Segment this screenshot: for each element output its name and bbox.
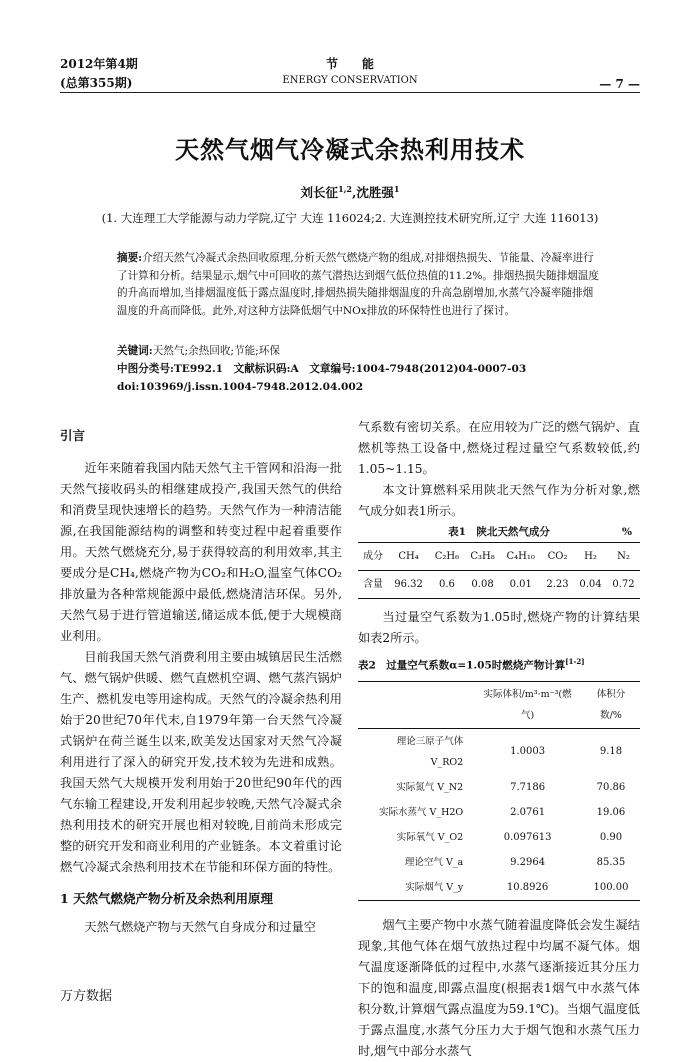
keywords-label: 关键词: xyxy=(117,345,153,357)
abstract-text: 介绍天然气冷凝式余热回收原理,分析天然气燃烧产物的组成,对排烟热损失、节能量、冷凝率进行了计算和分析。结果显示,烟气中可回收的蒸气潜热达到烟气低位热值的11.2%。排烟热损失随排烟温度的升高而增加,当排烟温度低于露点温度时,排烟热损失随排烟温度的升高急剧增加,水蒸气冷凝率随排烟温度的升高而降低。此外,对这种方法降低烟气中NOx排放的环保特性也进行了探讨。 xyxy=(117,252,599,317)
abstract-block xyxy=(117,250,601,320)
table-2 xyxy=(358,681,640,901)
table-row xyxy=(358,728,640,775)
table-cell: C₄H₁₀ xyxy=(506,551,535,562)
total-issue-label: (总第355期) xyxy=(60,76,133,90)
table-cell: 100.00 xyxy=(593,881,629,893)
table-cell: 10.8926 xyxy=(506,881,549,893)
table-row xyxy=(358,875,640,901)
table-cell: C₂H₆ xyxy=(434,551,460,562)
abstract-label: 摘要: xyxy=(117,252,143,264)
table-cell: 96.32 xyxy=(394,579,423,590)
paragraph: 当过量空气系数为1.05时,燃烧产物的计算结果如表2所示。 xyxy=(358,610,640,645)
table-cell: 实际烟气 V_y xyxy=(405,881,464,893)
author-2-sup: 1 xyxy=(393,183,400,194)
table-cell: 理论空气 V_a xyxy=(404,856,464,868)
header-rule xyxy=(60,92,640,93)
keywords-text: 天然气;余热回收;节能;环保 xyxy=(152,345,280,357)
table-cell: 0.72 xyxy=(612,579,635,590)
author-1: 刘长征 xyxy=(300,185,339,200)
watermark: 万方数据 xyxy=(60,989,113,1004)
table-cell: 0.08 xyxy=(471,579,494,590)
table-1-caption: 表1 陕北天然气成分 xyxy=(448,526,550,538)
table-2-col-volume: 实际体积/m³·m⁻³(燃气) xyxy=(483,688,572,721)
table-cell: 7.7186 xyxy=(510,781,546,793)
table-row xyxy=(358,825,640,850)
table-cell: 0.097613 xyxy=(503,831,552,843)
table-cell: 70.86 xyxy=(596,781,626,793)
table-2-caption: 表2 过量空气系数α=1.05时燃烧产物计算 xyxy=(358,659,566,672)
left-column xyxy=(60,417,342,938)
table-cell: 9.18 xyxy=(599,746,623,757)
classification-line: 中图分类号:TE992.1 文献标识码:A 文章编号:1004-7948(2012)04-0007-03 xyxy=(117,363,527,375)
paragraph: 烟气主要产物中水蒸气随着温度降低会发生凝结现象,其他气体在烟气放热过程中均属不凝气体。烟气温度逐渐降低的过程中,水蒸气逐渐接近其分压力下的饱和温度,即露点温度(根据表1烟气中水蒸气体积分数,计算烟气露点温度为59.1℃)。当烟气温度低于露点温度,水蒸气分压力大于烟气饱和水蒸气压力时,烟气中部分水蒸气 xyxy=(358,917,640,1058)
table-cell: 成分 xyxy=(363,551,384,562)
author-2: 沈胜强 xyxy=(356,185,394,200)
table-cell: 2.23 xyxy=(546,579,569,590)
table-cell: 实际水蒸气 V_H2O xyxy=(378,806,464,818)
table-row xyxy=(358,850,640,875)
page-number: — 7 — xyxy=(599,77,640,91)
table-cell: 含量 xyxy=(363,579,384,590)
table-2-col-fraction: 体积分数/% xyxy=(596,688,626,721)
table-1-data-row xyxy=(358,571,640,599)
paragraph: 天然气燃烧产物与天然气自身成分和过量空 xyxy=(84,920,316,934)
table-cell: CH₄ xyxy=(398,551,419,562)
paragraph: 近年来随着我国内陆天然气主干管网和沿海一批天然气接收码头的相继建成投产,我国天然气的供给和消费呈现快速增长的趋势。天然气作为一种清洁能源,在我国能源结构的调整和转变过程中起着重要作用。天然气燃烧充分,易于获得较高的利用效率,其主要成分是CH₄,燃烧产物为CO₂和H₂O,温室气体CO₂排放量为各种常规能源中最低,燃烧清洁环保。另外,天然气易于进行管道输送,储运成本低,便于大规模商业利用。 xyxy=(60,461,342,643)
intro-heading: 引言 xyxy=(60,428,86,443)
issue-label: 2012年第4期 xyxy=(60,57,138,71)
table-1 xyxy=(358,542,640,599)
table-cell: 19.06 xyxy=(596,806,626,818)
section-1-heading: 1 天然气燃烧产物分析及余热利用原理 xyxy=(60,891,274,906)
table-cell: CO₂ xyxy=(547,551,568,562)
table-2-caption-row xyxy=(358,651,640,677)
affiliation: (1. 大连理工大学能源与动力学院,辽宁 大连 116024;2. 大连测控技术研究所,辽宁 大连 116013) xyxy=(101,211,599,225)
journal-name-cn: 节 能 xyxy=(325,57,374,71)
paragraph: 目前我国天然气消费利用主要由城镇居民生活燃气、燃气锅炉供暖、燃气直燃机空调、燃气蒸汽锅炉生产、燃机发电等用途构成。天然气的冷凝余热利用始于20世纪70年代末,自1979年第一台天然气冷凝式锅炉在荷兰诞生以来,欧美发达国家对天然气冷凝利用进行了深入的研究开发,技术较为先进和成熟。我国天然气大规模开发利用始于20世纪90年代的西气东输工程建设,开发利用起步较晚,天然气冷凝式余热利用技术的研究开展也相对较晚,目前尚未形成完整的研究开发和商业利用的产业链条。本文着重讨论燃气冷凝式余热利用技术在节能和环保方面的特性。 xyxy=(60,650,342,874)
right-column xyxy=(358,417,640,1062)
keywords-line xyxy=(117,343,601,361)
table-cell: 2.0761 xyxy=(510,806,546,818)
table-cell: 0.01 xyxy=(509,579,532,590)
table-2-header-row xyxy=(358,681,640,728)
table-cell: 85.35 xyxy=(596,856,626,868)
table-cell: H₂ xyxy=(584,551,597,562)
table-cell: 0.6 xyxy=(438,579,455,590)
paragraph: 气系数有密切关系。在应用较为广泛的燃气锅炉、直燃机等热工设备中,燃烧过程过量空气系数较低,约1.05~1.15。 xyxy=(358,420,640,476)
paragraph: 本文计算燃料采用陕北天然气作为分析对象,燃气成分如表1所示。 xyxy=(358,483,640,518)
article-title: 天然气烟气冷凝式余热利用技术 xyxy=(175,135,525,164)
author-line: 刘长征$^{1,2}$,沈胜强$^1$ xyxy=(300,183,400,200)
table-cell: 1.0003 xyxy=(510,746,546,757)
table-1-unit: % xyxy=(622,526,632,538)
table-cell: 实际氧气 V_O2 xyxy=(396,831,464,843)
table-1-header-row xyxy=(358,543,640,571)
table-cell: 0.90 xyxy=(599,831,623,843)
doi-line: doi:103969/j.issn.1004-7948.2012.04.002 xyxy=(117,381,364,393)
table-row xyxy=(358,775,640,800)
author-1-sup: 1,2 xyxy=(338,183,352,194)
table-row xyxy=(358,800,640,825)
table-cell: 理论三原子气体 V_RO2 xyxy=(396,735,464,768)
table-cell: N₂ xyxy=(617,551,630,562)
table-cell: 9.2964 xyxy=(510,856,546,868)
table-2-ref: [1-2] xyxy=(565,657,585,666)
table-cell: 0.04 xyxy=(579,579,602,590)
journal-name-en: ENERGY CONSERVATION xyxy=(282,75,418,86)
table-cell: C₃H₈ xyxy=(470,551,495,562)
table-cell: 实际氮气 V_N2 xyxy=(396,781,464,793)
table-1-caption-row xyxy=(358,522,640,542)
